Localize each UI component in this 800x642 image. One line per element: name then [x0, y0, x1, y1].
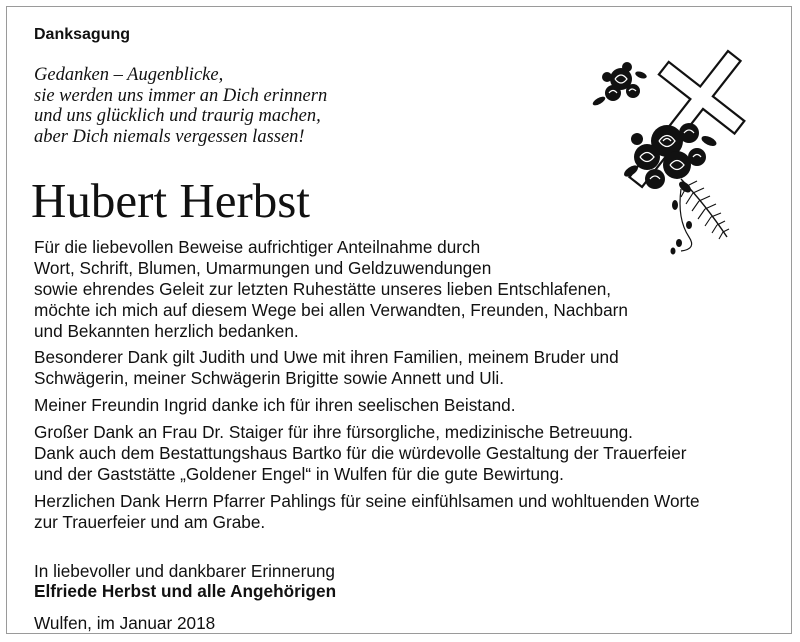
cross-with-roses-icon: [585, 29, 785, 259]
poem-line: und uns glücklich und traurig machen,: [34, 106, 321, 126]
notice-frame: [6, 6, 792, 634]
thanks-paragraph: [34, 491, 794, 533]
poem-line: sie werden uns immer an Dich erinnern: [34, 85, 328, 106]
thanks-paragraph: [34, 422, 794, 485]
text-line: Großer Dank an Frau Dr. Staiger für ihre fürsorgliche, medizinische Betreuung.: [34, 422, 633, 442]
text-line: Besonderer Dank gilt Judith und Uwe mit ihren Familien, meinem Bruder und: [34, 347, 619, 367]
dateline: Wulfen, im Januar 2018: [34, 613, 216, 633]
text-line: Für die liebevollen Beweise aufrichtiger Anteilnahme durch: [34, 237, 481, 257]
text-line: zur Trauerfeier und am Grabe.: [34, 512, 266, 532]
poem-line: aber Dich niemals vergessen lassen!: [34, 126, 305, 147]
poem: [34, 65, 554, 147]
text-line: möchte ich mich auf diesem Wege bei allen Verwandten, Freunden, Nachbarn: [34, 300, 628, 320]
text-line: Meiner Freundin Ingrid danke ich für ihren seelischen Beistand.: [34, 395, 516, 415]
text-line: Wort, Schrift, Blumen, Umarmungen und Geldzuwendungen: [34, 258, 492, 278]
text-line: Schwägerin, meiner Schwägerin Brigitte sowie Annett und Uli.: [34, 368, 505, 388]
deceased-name: Hubert Herbst: [31, 173, 310, 228]
text-line: Dank auch dem Bestattungshaus Bartko für die würdevolle Gestaltung der Trauerfeier: [34, 443, 687, 463]
thanks-paragraph: [34, 395, 794, 416]
thanks-paragraph: [34, 237, 794, 342]
text-line: sowie ehrendes Geleit zur letzten Ruhestätte unseres lieben Entschlafenen,: [34, 279, 612, 299]
notice-body: [34, 237, 794, 533]
signature: Elfriede Herbst und alle Angehörigen: [34, 581, 337, 601]
text-line: und Bekannten herzlich bedanken.: [34, 321, 299, 341]
poem-line: Gedanken – Augenblicke,: [34, 65, 224, 85]
notice-heading: Danksagung: [34, 26, 131, 43]
closing-line: In liebevoller und dankbarer Erinnerung: [34, 561, 335, 581]
text-line: Herzlichen Dank Herrn Pfarrer Pahlings für seine einfühlsamen und wohltuenden Worte: [34, 491, 700, 511]
text-line: und der Gaststätte „Goldener Engel“ in Wulfen für die gute Bewirtung.: [34, 464, 564, 484]
thanks-paragraph: [34, 347, 794, 389]
